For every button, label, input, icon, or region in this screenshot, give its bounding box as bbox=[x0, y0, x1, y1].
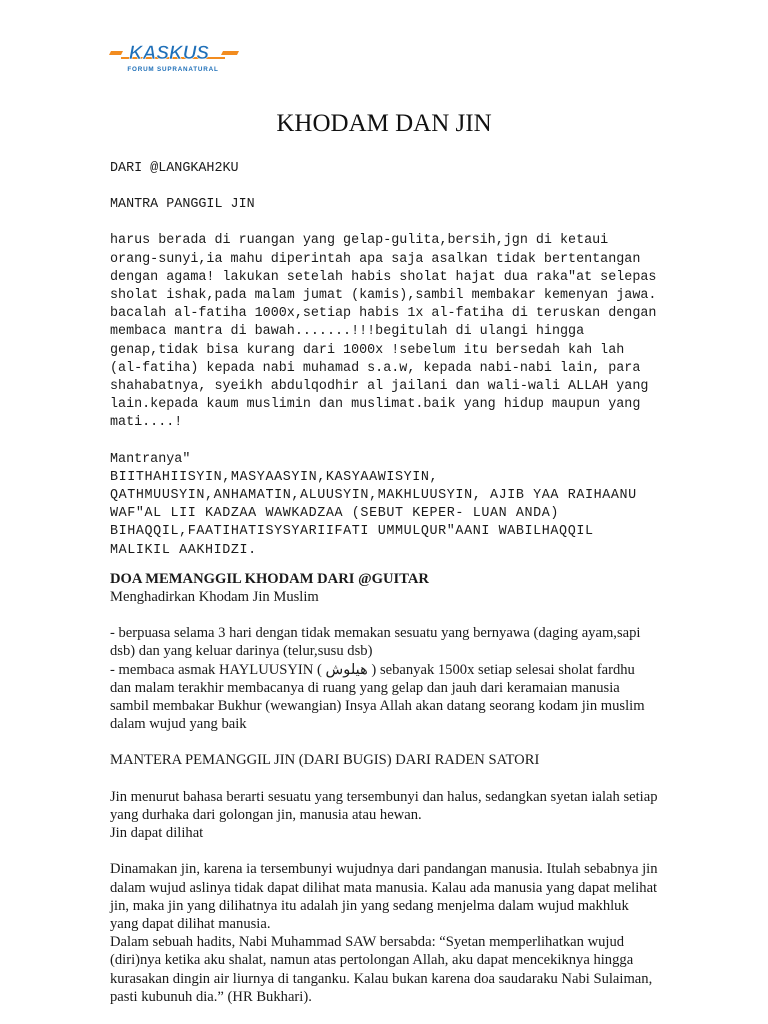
paragraph-hadith: Dalam sebuah hadits, Nabi Muhammad SAW bersabda: “Syetan memperlihatkan wujud (diri)nya ketika aku shalat, namun atas pertolongan Allah, aku dapat mencekiknya hingga kurasakan dingin air liurnya di tanganku. Kalau bukan karena doa saudaraku Nabi Sulaiman, pasti kubunuh dia.” (HR Bukhari). bbox=[110, 934, 653, 1005]
section-heading-mantra: MANTRA PANGGIL JIN bbox=[110, 197, 255, 213]
logo-brand: KASKUS bbox=[128, 43, 210, 64]
paragraph-jin-hidden: Dinamakan jin, karena ia tersembunyi wujudnya dari pandangan manusia. Itulah sebabnya jin dalam wujud aslinya tidak dapat dilihat mata manusia. Kalau ada manusia yang dapat melihat jin, maka jin yang dilihatnya itu adalah jin yang sedang menjelma dalam wujud makhluk yang dapat dilihat manusia. bbox=[110, 861, 658, 932]
line-jin-visible: Jin dapat dilihat bbox=[110, 825, 204, 842]
section-heading-mantera-bugis: MANTERA PEMANGGIL JIN (DARI BUGIS) DARI RADEN SATORI bbox=[110, 752, 540, 769]
paragraph-instructions: harus berada di ruangan yang gelap-gulita,bersih,jgn di ketaui orang-sunyi,ia mahu diperintah apa saja asalkan tidak bertentangan dengan agama! lakukan setelah habis sholat hajat dua raka"at selepas sholat ishak,pada malam jumat (kamis),sambil membakar kemenyan jawa. bacalah al-fatiha 1000x,setiap habis 1x al-fatiha di teruskan dengan membaca mantra di bawah.......!!!begitulah di ulangi hingga genap,tidak bisa kurang dari 1000x !sebelum itu bersedah kah lah (al-fatiha) kepada nabi muhamad s.a.w, kepada nabi-nabi lain, para shahabatnya, syeikh abdulqodhir al jailani dan wali-wali ALLAH yang lain.kepada kaum muslimin dan muslimat.baik yang hidup maupun yang mati....! bbox=[110, 233, 657, 431]
section-heading-doa: DOA MEMANGGIL KHODAM DARI @GUITAR bbox=[110, 570, 429, 587]
doa-step-fasting: - berpuasa selama 3 hari dengan tidak memakan sesuatu yang bernyawa (daging ayam,sapi dsb) dan yang keluar darinya (telur,susu dsb) bbox=[110, 625, 641, 660]
section-subheading-doa: Menghadirkan Khodam Jin Muslim bbox=[110, 589, 319, 606]
mantra-text: BIITHAHIISYIN,MASYAASYIN,KASYAAWISYIN, QATHMUUSYIN,ANHAMATIN,ALUUSYIN,MAKHLUUSYIN, AJIB YAA RAIHAANU WAF"AL LII KADZAA WAWKADZAA (SEBUT KEPER- LUAN ANDA) BIHAQQIL,FAATIHATISYSYARIIFATI UMMULQUR"AANI WABILHAQQIL MALIKIL AAKHIDZI. bbox=[110, 469, 637, 558]
paragraph-jin-definition: Jin menurut bahasa berarti sesuatu yang tersembunyi dan halus, sedangkan syetan ialah setiap yang durhaka dari golongan jin, manusia atau hewan. bbox=[110, 788, 658, 823]
document-body bbox=[110, 160, 658, 1006]
kaskus-logo bbox=[109, 40, 241, 74]
doa-step-recitation: - membaca asmak HAYLUUSYIN ( هيلوش ) sebanyak 1500x setiap selesai sholat fardhu dan malam terakhir membacanya di ruang yang gelap dan jauh dari keramaian manusia sambil membakar Bukhur (wewangian) Insya Allah akan datang seorang kodam jin muslim dalam wujud yang baik bbox=[110, 661, 645, 733]
document-title: KHODAM DAN JIN bbox=[276, 110, 492, 137]
byline: DARI @LANGKAH2KU bbox=[110, 161, 239, 176]
logo-tagline: FORUM SUPRANATURAL bbox=[127, 66, 219, 73]
mantra-label: Mantranya" bbox=[110, 451, 191, 467]
